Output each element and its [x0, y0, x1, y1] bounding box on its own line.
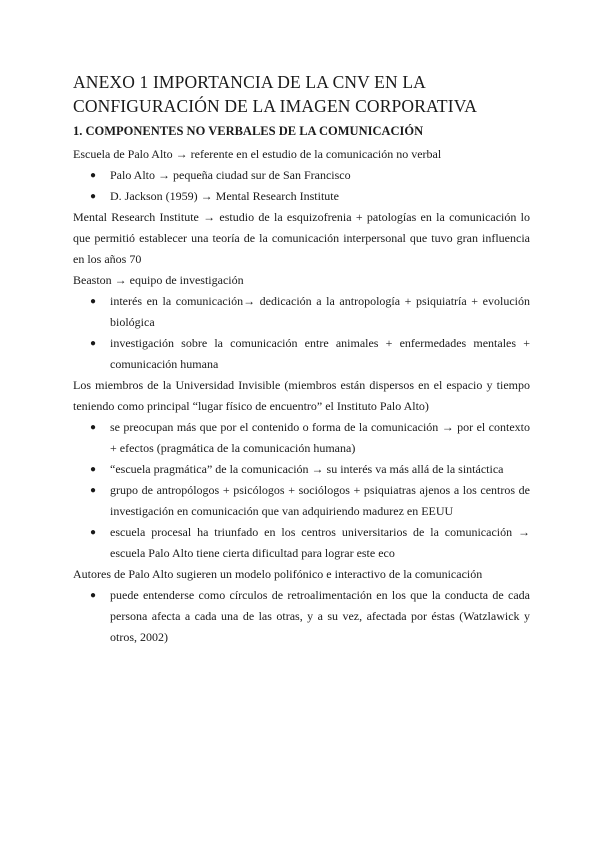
bullet-list-autores [73, 585, 530, 648]
bullet-icon: ● [90, 191, 97, 202]
list-item [73, 522, 530, 564]
document-page [73, 70, 530, 648]
list-item [73, 165, 530, 186]
list-item-text: puede entenderse como círculos de retroalimentación en los que la conducta de cada persona afecta a cada una de las otras, y a su vez, afectada por éstas (Watzlawick y otros, 2002) [110, 588, 530, 644]
bullet-icon: ● [90, 485, 97, 496]
list-item-text: escuela procesal ha triunfado en los centros universitarios de la comunicación → escuela Palo Alto tiene cierta dificultad para lograr este eco [110, 525, 530, 560]
bullet-icon: ● [90, 590, 97, 601]
paragraph-autores-palo-alto: Autores de Palo Alto sugieren un modelo polifónico e interactivo de la comunicación [73, 567, 483, 581]
paragraph-beaston: Beaston → equipo de investigación [73, 273, 244, 287]
bullet-list-beaston [73, 291, 530, 375]
paragraph-escuela-palo-alto: Escuela de Palo Alto → referente en el estudio de la comunicación no verbal [73, 147, 442, 161]
list-item [73, 585, 530, 648]
bullet-icon: ● [90, 338, 97, 349]
list-item-text: investigación sobre la comunicación entre animales + enfermedades mentales + comunicación humana [110, 336, 530, 371]
list-item-text: interés en la comunicación→ dedicación a la antropología + psiquiatría + evolución biológica [110, 294, 530, 329]
bullet-icon: ● [90, 170, 97, 181]
list-item-text: “escuela pragmática” de la comunicación → su interés va más allá de la sintáctica [110, 462, 504, 476]
list-item [73, 417, 530, 459]
list-item [73, 291, 530, 333]
bullet-icon: ● [90, 296, 97, 307]
list-item-text: se preocupan más que por el contenido o forma de la comunicación → por el contexto + efectos (pragmática de la comunicación humana) [110, 420, 530, 455]
paragraph-mental-research-institute: Mental Research Institute → estudio de la esquizofrenia + patologías en la comunicación lo que permitió establecer una teoría de la comunicación interpersonal que tuvo gran influencia en los años 70 [73, 210, 530, 266]
list-item [73, 333, 530, 375]
bullet-icon: ● [90, 527, 97, 538]
list-item-text: D. Jackson (1959) → Mental Research Institute [110, 189, 339, 203]
section-heading: 1. COMPONENTES NO VERBALES DE LA COMUNICACIÓN [73, 124, 424, 138]
list-item [73, 480, 530, 522]
bullet-icon: ● [90, 422, 97, 433]
bullet-list-universidad-invisible [73, 417, 530, 564]
list-item [73, 186, 530, 207]
paragraph-universidad-invisible: Los miembros de la Universidad Invisible (miembros están dispersos en el espacio y tiempo teniendo como principal “lugar físico de encuentro” el Instituto Palo Alto) [73, 378, 530, 413]
bullet-list-palo-alto [73, 165, 530, 207]
list-item-text: grupo de antropólogos + psicólogos + sociólogos + psiquiatras ajenos a los centros de investigación en comunicación que van adquiriendo madurez en EEUU [110, 483, 530, 518]
list-item [73, 459, 530, 480]
list-item-text: Palo Alto → pequeña ciudad sur de San Francisco [110, 168, 351, 182]
document-title: ANEXO 1 IMPORTANCIA DE LA CNV EN LA CONFIGURACIÓN DE LA IMAGEN CORPORATIVA [73, 72, 478, 116]
bullet-icon: ● [90, 464, 97, 475]
